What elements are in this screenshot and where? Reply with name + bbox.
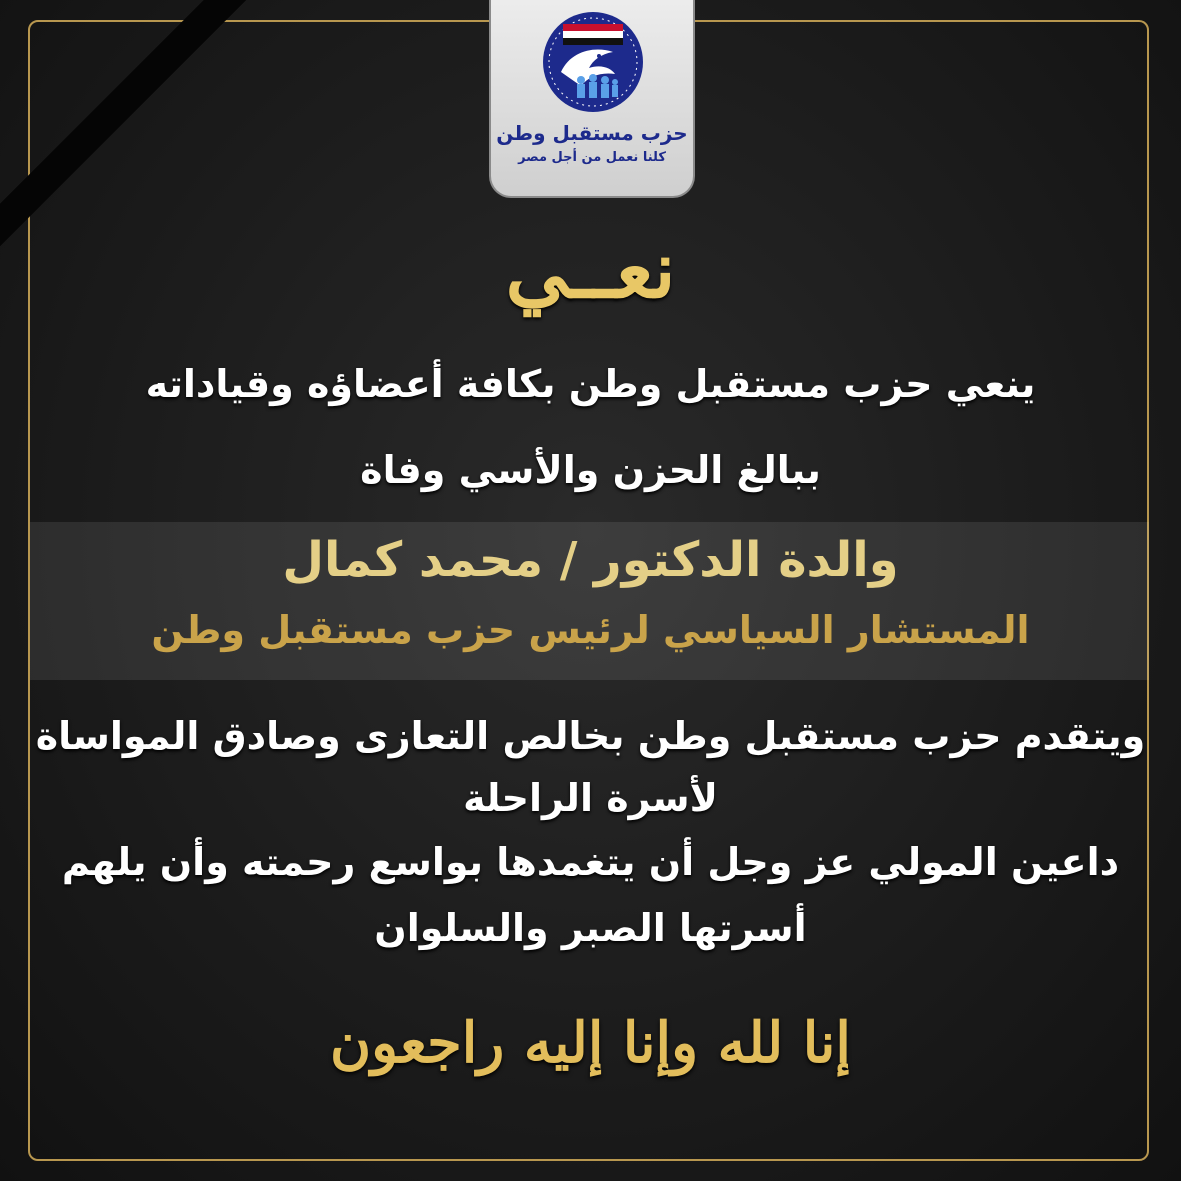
intro-line-1: ينعي حزب مستقبل وطن بكافة أعضاؤه وقياداته bbox=[145, 362, 1036, 406]
closing-calligraphy: إنا لله وإنا إليه راجعون bbox=[330, 1010, 851, 1076]
intro-line-2: ببالغ الحزن والأسي وفاة bbox=[360, 448, 821, 492]
party-slogan: كلنا نعمل من أجل مصر bbox=[518, 150, 666, 165]
party-name: حزب مستقبل وطن bbox=[496, 121, 688, 145]
condolence-line-2: لأسرة الراحلة bbox=[463, 776, 718, 820]
position-title-line: المستشار السياسي لرئيس حزب مستقبل وطن bbox=[151, 608, 1030, 652]
eagle-emblem-icon bbox=[541, 10, 645, 114]
prayer-line-2: أسرتها الصبر والسلوان bbox=[374, 906, 807, 950]
deceased-name-line: والدة الدكتور / محمد كمال bbox=[282, 532, 899, 588]
prayer-line-1: داعين المولي عز وجل أن يتغمدها بواسع رحمته وأن يلهم bbox=[61, 840, 1120, 884]
condolence-line-1: ويتقدم حزب مستقبل وطن بخالص التعازى وصادق المواساة bbox=[35, 714, 1146, 758]
obituary-heading: نعــي bbox=[505, 225, 676, 316]
party-logo-card bbox=[489, 0, 695, 198]
